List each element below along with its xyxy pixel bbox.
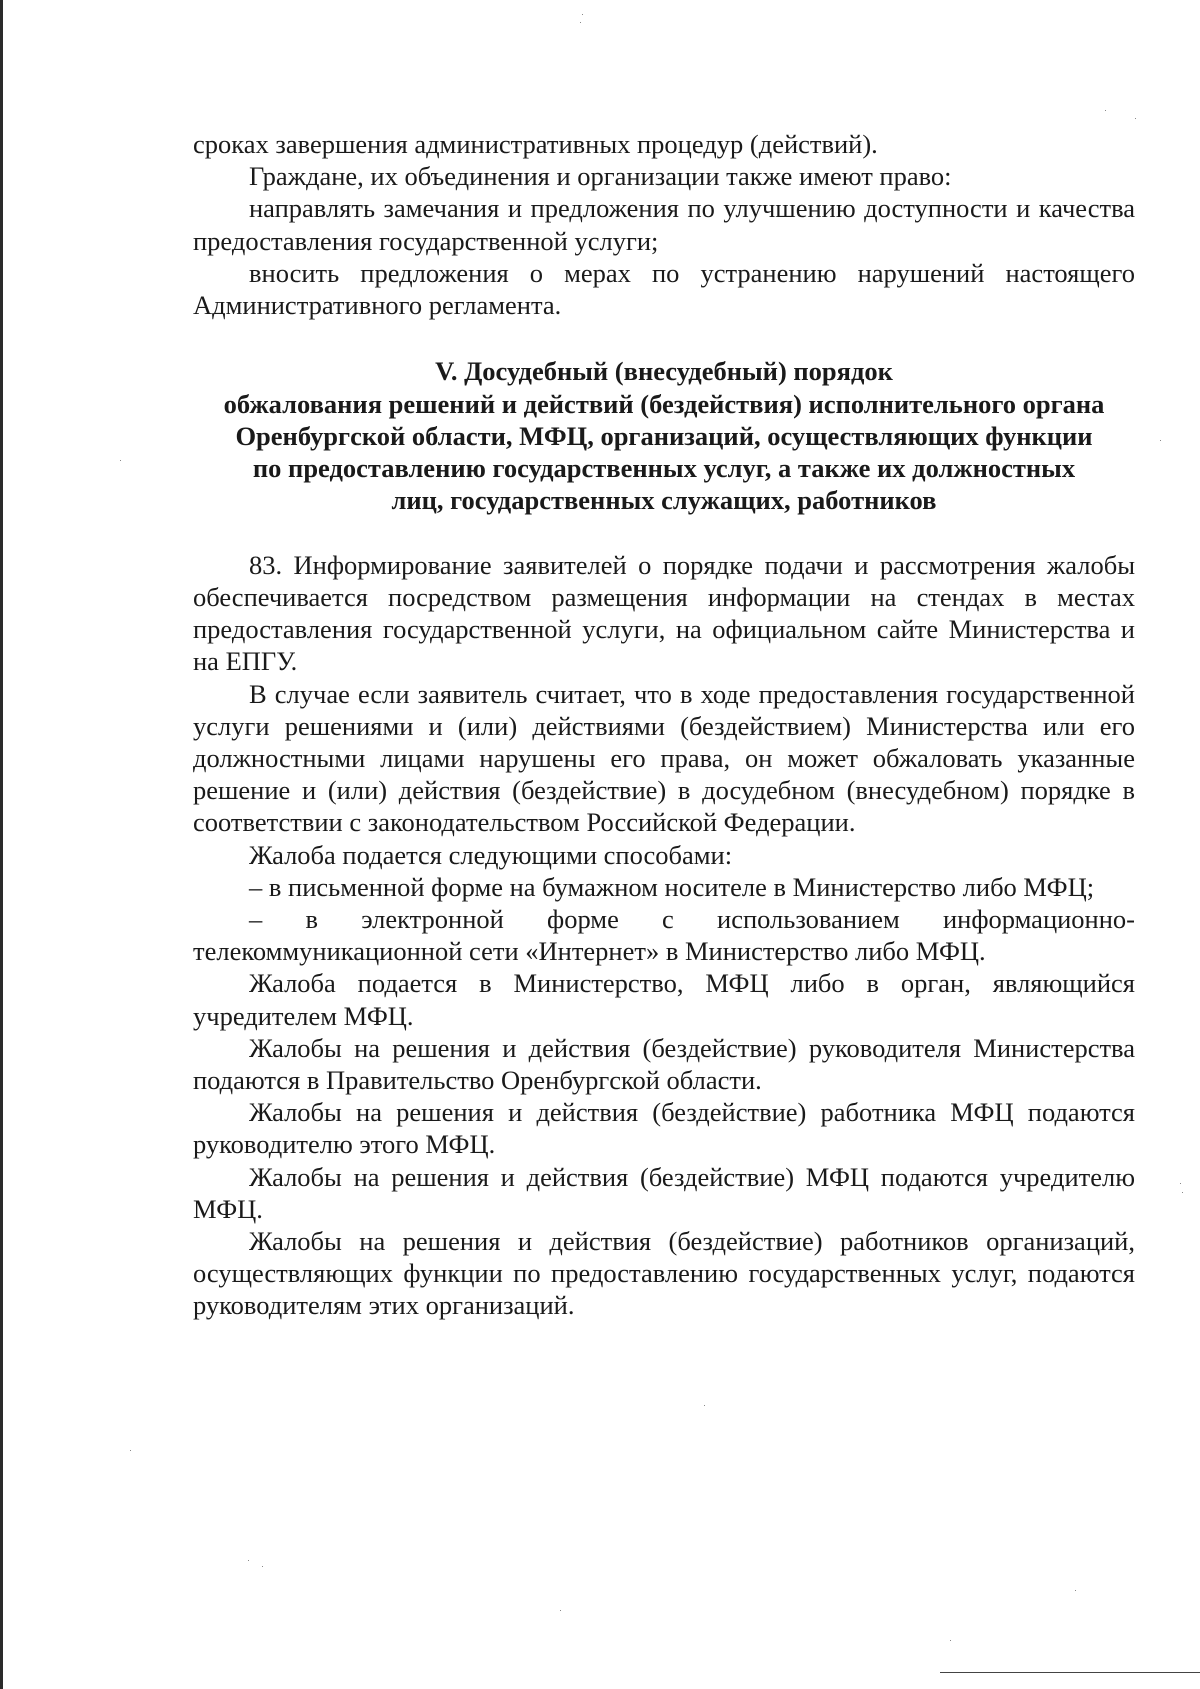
paragraph-complaint-recipients: Жалоба подается в Министерство, МФЦ либо в орган, являющийся учредителем МФЦ. [193,968,1135,1031]
list-item-electronic-form: – в электронной форме с использованием информационно-телекоммуникационной сети «Интернет» в Министерство либо МФЦ. [193,903,1135,967]
section-heading-line: по предоставлению государственных услуг, а также их должностных [252,453,1076,484]
paragraph-rights-intro: Граждане, их объединения и организации также имеют право: [249,161,952,192]
paragraph-complaint-organizations: Жалобы на решения и действия (бездействие) работников организаций, осуществляющих функции по предоставлению государственных услуг, подаются руководителям этих организаций. [193,1225,1135,1321]
document-page [193,128,1135,1322]
section-heading-line: Оренбургской области, МФЦ, организаций, осуществляющих функции [235,420,1093,451]
paragraph-complaint-mfc: Жалобы на решения и действия (бездействие) МФЦ подаются учредителю МФЦ. [193,1161,1135,1224]
scan-left-edge [0,0,3,1689]
paragraph-complaint-methods: Жалоба подается следующими способами: [249,839,733,870]
paragraph-complaint-mfc-worker: Жалобы на решения и действия (бездействие) работника МФЦ подаются руководителю этого МФЦ. [193,1097,1135,1160]
paragraph-83-informing: 83. Информирование заявителей о порядке подачи и рассмотрения жалобы обеспечивается посредством размещения информации на стендах в местах предоставления государственной услуги, на официальном сайте Министерства и на ЕПГУ. [193,549,1135,677]
section-heading-line: обжалования решений и действий (бездействия) исполнительного органа [223,388,1105,419]
paragraph-complaint-head: Жалобы на решения и действия (бездействие) руководителя Министерства подаются в Правительство Оренбургской области. [193,1032,1135,1095]
paragraph-right-remarks: направлять замечания и предложения по улучшению доступности и качества предоставления государственной услуги; [193,193,1135,256]
scan-bottom-rule [940,1672,1200,1673]
section-heading-line: лиц, государственных служащих, работников [391,485,937,516]
paragraph-appeal-right: В случае если заявитель считает, что в ходе предоставления государственной услуги решениями и (или) действиями (бездействием) Министерства или его должностными лицами нарушены его права, он может обжаловать указанные решение и (или) действия (бездействие) в досудебном (внесудебном) порядке в соответствии с законодательством Российской Федерации. [193,678,1135,838]
paragraph-continuation: сроках завершения административных процедур (действий). [193,129,878,159]
list-item-written-form: – в письменной форме на бумажном носителе в Министерство либо МФЦ; [249,871,1095,902]
paragraph-right-proposals: вносить предложения о мерах по устранению нарушений настоящего Административного регламента. [193,257,1135,321]
section-heading-line: V. Досудебный (внесудебный) порядок [435,356,893,387]
section-heading [193,355,1135,516]
